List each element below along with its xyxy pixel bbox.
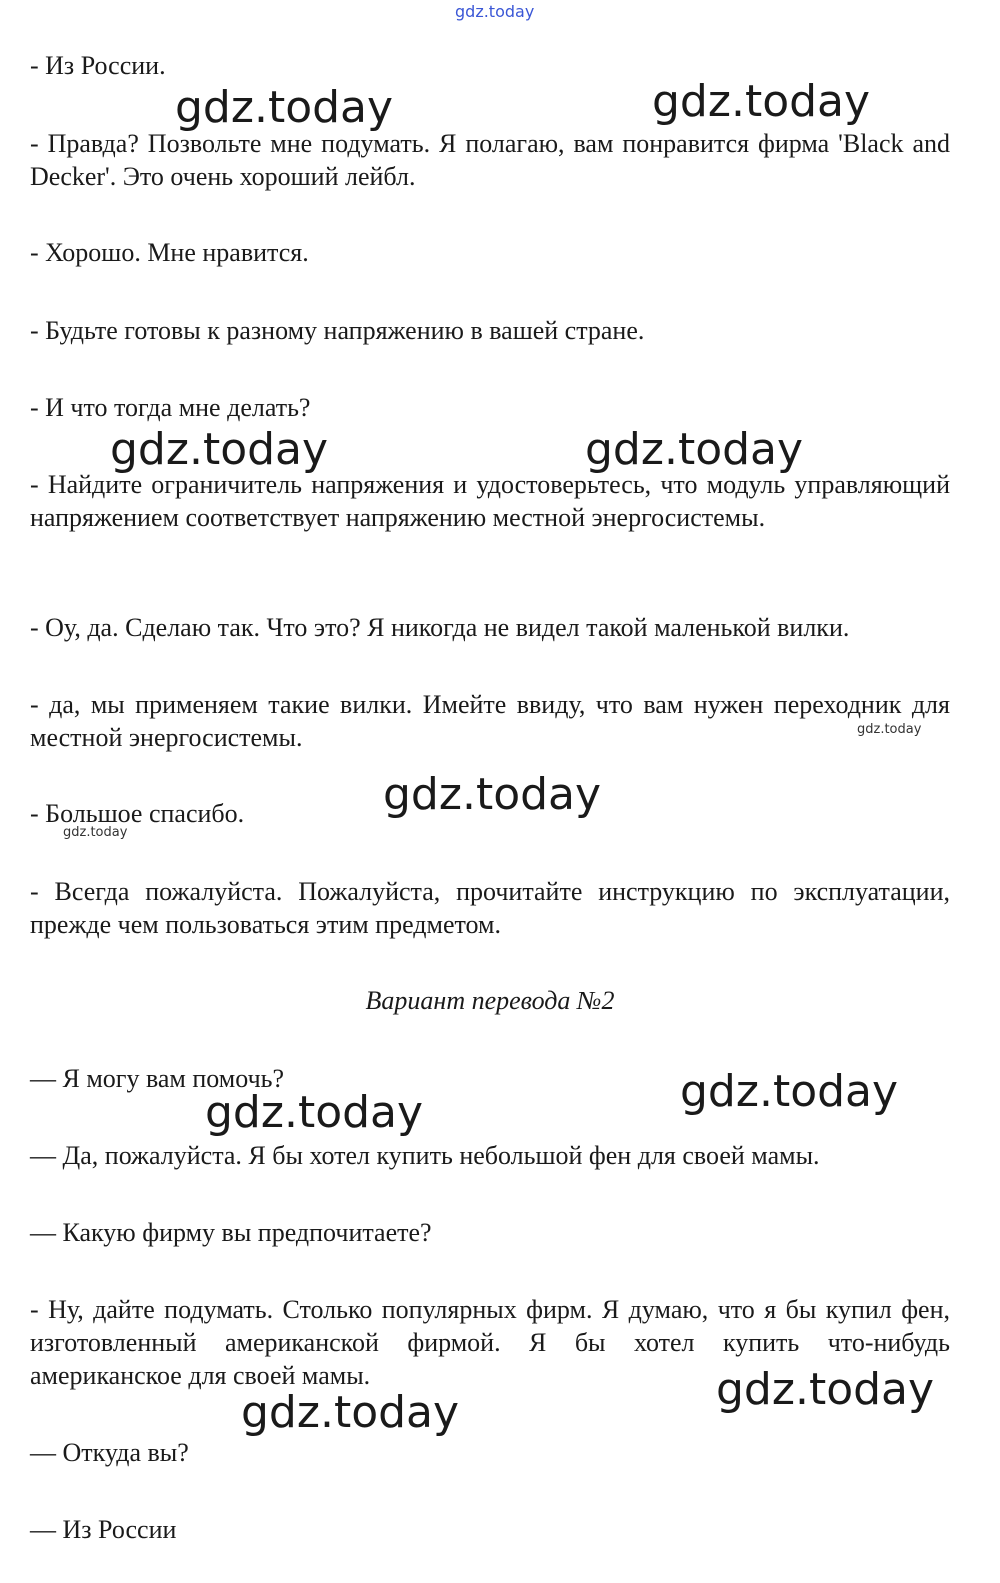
dialogue-line: — Какую фирму вы предпочитаете? xyxy=(30,1218,432,1247)
dialogue-line: - И что тогда мне делать? xyxy=(30,393,311,422)
dialogue-line: - Будьте готовы к разному напряжению в вашей стране. xyxy=(30,316,645,345)
watermark: gdz.today xyxy=(383,769,602,820)
watermark-small: gdz.today xyxy=(857,722,922,737)
dialogue-line: - Ну, дайте подумать. Столько популярных фирм. Я думаю, что я бы купил фен, изготовленный американской фирмой. Я бы хотел купить что-нибудь американское для своей мамы. xyxy=(30,1295,950,1390)
watermark: gdz.today xyxy=(175,82,394,133)
watermark: gdz.today xyxy=(716,1364,935,1415)
watermark: gdz.today xyxy=(585,424,804,475)
dialogue-line: — Я могу вам помочь? xyxy=(30,1064,285,1093)
dialogue-line: — Да, пожалуйста. Я бы хотел купить небольшой фен для своей мамы. xyxy=(30,1141,820,1170)
watermark: gdz.today xyxy=(652,76,871,127)
watermark: gdz.today xyxy=(205,1087,424,1138)
watermark: gdz.today xyxy=(110,424,329,475)
watermark: gdz.today xyxy=(241,1387,460,1438)
dialogue-line: - Найдите ограничитель напряжения и удостоверьтесь, что модуль управляющий напряжением соответствует напряжению местной энергосистемы. xyxy=(30,470,950,532)
dialogue-line: - Оу, да. Сделаю так. Что это? Я никогда не видел такой маленькой вилки. xyxy=(30,613,850,642)
dialogue-line: - да, мы применяем такие вилки. Имейте ввиду, что вам нужен переходник для местной энергосистемы. xyxy=(30,690,950,752)
dialogue-line: - Из России. xyxy=(30,51,166,80)
watermark: gdz.today xyxy=(680,1066,899,1117)
dialogue-line: - Хорошо. Мне нравится. xyxy=(30,238,309,267)
dialogue-line: - Правда? Позвольте мне подумать. Я полагаю, вам понравится фирма 'Black and Decker'. Это очень хороший лейбл. xyxy=(30,129,950,191)
watermark-top: gdz.today xyxy=(455,2,535,21)
dialogue-line: - Большое спасибо. xyxy=(30,799,245,828)
dialogue-line: - Всегда пожалуйста. Пожалуйста, прочитайте инструкцию по эксплуатации, прежде чем пользоваться этим предметом. xyxy=(30,877,950,939)
dialogue-line: — Из России xyxy=(30,1515,177,1544)
watermark-small: gdz.today xyxy=(63,825,128,840)
dialogue-line: — Откуда вы? xyxy=(30,1438,189,1467)
section-heading: Вариант перевода №2 xyxy=(365,986,615,1015)
